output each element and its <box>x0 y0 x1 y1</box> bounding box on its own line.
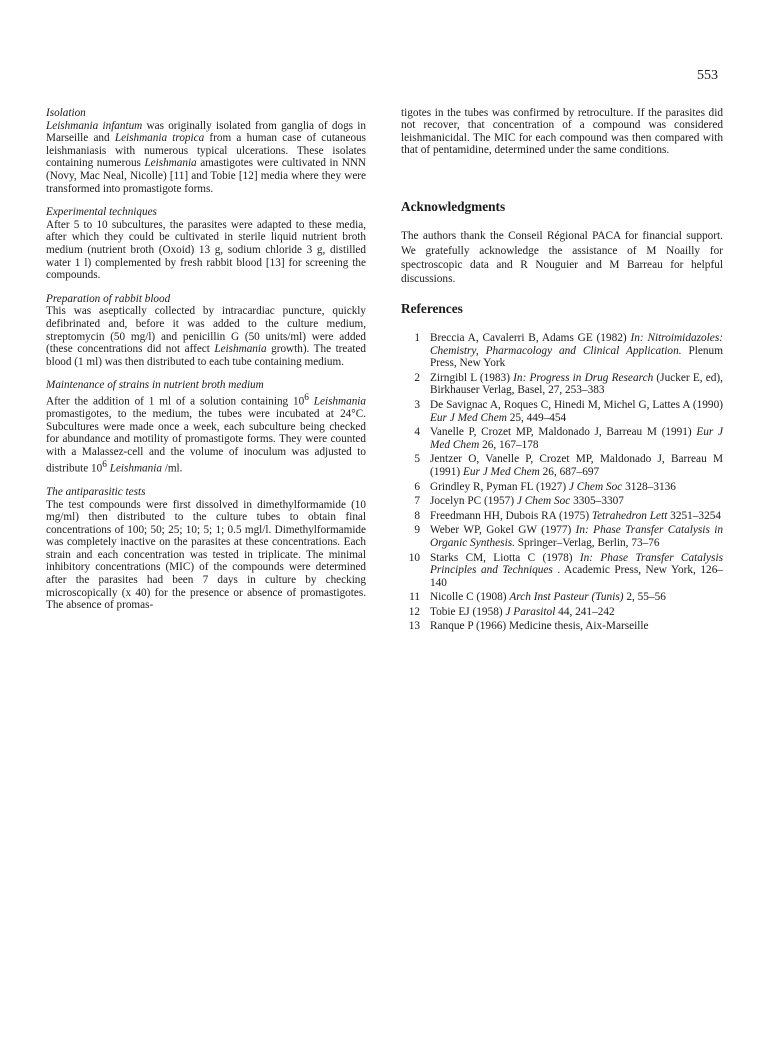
section-text: After 5 to 10 subcultures, the parasites were adapted to these media, after which they could be cultivated in sterile liquid nutrient broth medium (nutrient broth (Oxoid) 13 g, sodium chloride 3 g, distilled water 1 l) complemented by fresh rabbit blood [13] for screening the compounds. <box>46 218 366 282</box>
section-text: Leishmania infantum was originally isolated from ganglia of dogs in Marseille and Leishmania tropica from a human case of cutaneous leishmaniasis with numerous typical ulcerations. These isolates containing numerous Leishmania amastigotes were cultivated in NNN (Novy, Mac Neal, Nicolle) [11] and Tobie [12] media where they were transformed into promastigote forms. <box>46 119 367 195</box>
reference-text: Vanelle P, Crozet MP, Maldonado J, Barreau M (1991) Eur J Med Chem 26, 167–178 <box>430 426 723 451</box>
continued-paragraph: tigotes in the tubes was confirmed by retroculture. If the parasites did not recover, that concentration of a compound was considered leishmanicidal. The MIC for each compound was then compared with that of pentamidine, determined under the same conditions. <box>401 107 723 157</box>
section-heading: Preparation of rabbit blood <box>46 292 171 305</box>
reference-text: Zirngibl L (1983) In: Progress in Drug Research (Jucker E, ed), Birkhauser Verlag, Basel, 27, 253–383 <box>430 371 723 397</box>
reference-number: 1 <box>414 332 420 344</box>
reference-item <box>401 591 723 604</box>
left-column <box>46 107 366 623</box>
page-number: 553 <box>697 68 718 83</box>
reference-text: Jentzer O, Vanelle P, Crozet MP, Maldonado J, Barreau M (1991) Eur J Med Chem 26, 687–697 <box>430 453 723 478</box>
reference-text: Weber WP, Gokel GW (1977) In: Phase Transfer Catalysis in Organic Synthesis. Springer–Verlag, Berlin, 73–76 <box>430 524 723 549</box>
references-list <box>401 332 723 633</box>
reference-item <box>401 620 723 633</box>
reference-item <box>401 552 723 590</box>
reference-number: 6 <box>414 480 420 493</box>
reference-item <box>401 453 723 478</box>
reference-number: 9 <box>414 524 420 537</box>
reference-item <box>401 426 723 451</box>
reference-item <box>401 524 723 549</box>
reference-item <box>401 372 723 397</box>
section-text: The test compounds were first dissolved in dimethylformamide (10 mg/ml) then distributed to the culture tubes to obtain final concentrations of 100; 50; 25; 10; 5; 1; 0.5 mgl/l. Dimethylformamide was completely inactive on the parasites at these concentrations. Each strain and each concentration was tested in triplicate. The minimal inhibitory concentrations (MIC) of the compounds were determined after the parasites had been 7 days in culture by checking microscopically (x 40) for the presence or absence of promastigotes. The absence of promas- <box>46 498 366 612</box>
reference-number: 7 <box>414 495 420 508</box>
reference-text: Tobie EJ (1958) J Parasitol 44, 241–242 <box>430 605 615 618</box>
reference-number: 3 <box>414 398 420 411</box>
reference-text: Jocelyn PC (1957) J Chem Soc 3305–3307 <box>430 495 624 508</box>
reference-number: 2 <box>414 371 420 384</box>
reference-number: 10 <box>408 551 420 564</box>
reference-number: 11 <box>409 591 420 604</box>
acknowledgments-text: The authors thank the Conseil Régional PACA for financial support. We gratefully acknowledge the assistance of M Noailly for spectroscopic data and R Nouguier and M Barreau for helpful discussions. <box>401 230 723 286</box>
reference-number: 5 <box>414 453 420 466</box>
reference-item <box>401 606 723 619</box>
reference-text: Freedmann HH, Dubois RA (1975) Tetrahedron Lett 3251–3254 <box>430 509 722 522</box>
reference-item <box>401 510 723 523</box>
section-heading: The antiparasitic tests <box>46 485 146 498</box>
section-heading: Isolation <box>46 107 86 119</box>
references-heading: References <box>401 301 463 317</box>
reference-text: Starks CM, Liotta C (1978) In: Phase Transfer Catalysis Principles and Techniques . Academic Press, New York, 126–140 <box>430 551 723 589</box>
section-heading: Maintenance of strains in nutrient broth medium <box>46 379 264 392</box>
reference-text: Grindley R, Pyman FL (1927) J Chem Soc 3128–3136 <box>430 480 676 493</box>
reference-number: 8 <box>414 509 420 522</box>
section-heading: Experimental techniques <box>46 206 157 219</box>
reference-text: Nicolle C (1908) Arch Inst Pasteur (Tunis) 2, 55–56 <box>430 591 666 604</box>
reference-text: Breccia A, Cavalerri B, Adams GE (1982) In: Nitroimidazoles: Chemistry, Pharmacology and Clinical Application. Plenum Press, New York <box>430 332 723 370</box>
acknowledgments-heading: Acknowledgments <box>401 198 506 214</box>
reference-item <box>401 481 723 494</box>
reference-item <box>401 495 723 508</box>
reference-number: 12 <box>408 605 420 618</box>
reference-number: 4 <box>414 426 420 439</box>
right-column <box>401 107 723 635</box>
reference-number: 13 <box>408 620 420 633</box>
reference-item <box>401 399 723 424</box>
reference-item <box>401 332 723 370</box>
section-text: This was aseptically collected by intracardiac puncture, quickly defibrinated and, before it was added to the culture medium, streptomycin (50 mg/l) and penicillin G (50 units/ml) were added (these concentrations did not affect Leishmania growth). The treated blood (1 ml) was then distributed to each tube containing medium. <box>46 305 367 368</box>
section-text: After the addition of 1 ml of a solution containing $10^6$ Leishmania promastigotes, to the medium, the tubes were incubated at 24°C. Subcultures were made once a week, each subculture being checked for abundance and motility of promastigote forms. They were counted with a Malassez-cell and the volume of inoculum was adjusted to distribute $10^6$ Leishmania /ml. <box>46 392 366 475</box>
reference-text: Ranque P (1966) Medicine thesis, Aix-Marseille <box>430 620 649 633</box>
reference-text: De Savignac A, Roques C, Hinedi M, Michel G, Lattes A (1990) Eur J Med Chem 25, 449–454 <box>430 398 723 424</box>
